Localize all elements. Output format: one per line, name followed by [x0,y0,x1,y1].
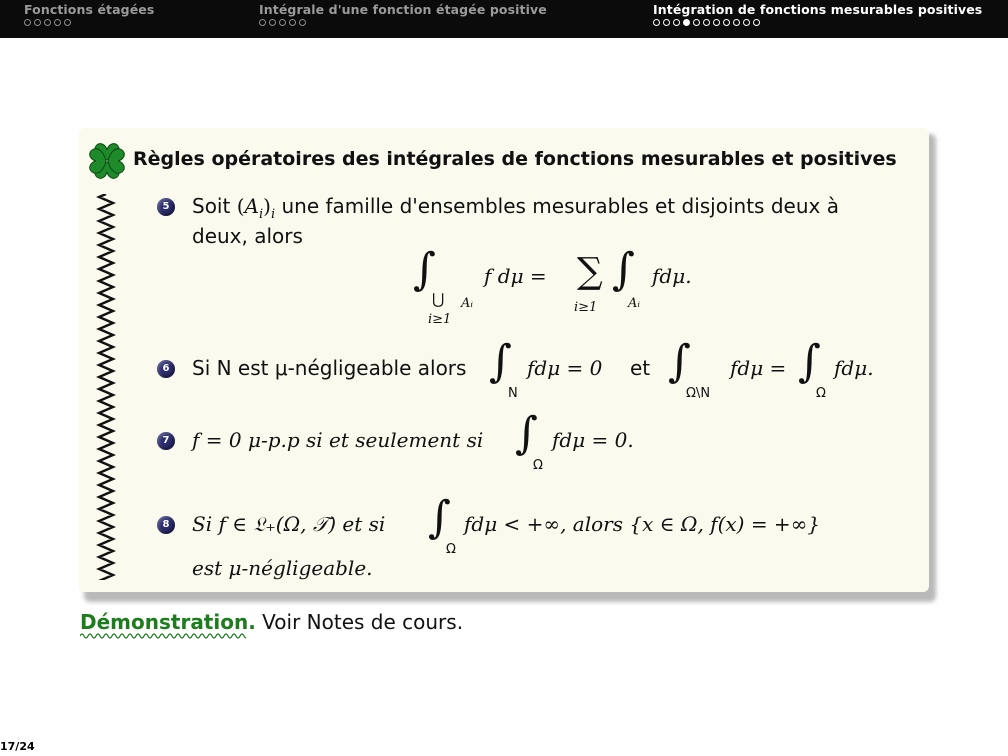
nav-section-title[interactable]: Intégration de fonctions mesurables positives [653,2,983,17]
item-5-text-line2: deux, alors [192,224,303,248]
wavy-border-ornament [96,194,116,580]
integral-sign: ∫ [413,244,436,295]
item-6-text: Si N est μ-négligeable alors [192,356,467,380]
item-8-eq: fdμ < +∞, alors {x ∈ Ω, f(x) = +∞} [464,512,821,536]
nav-frame-dots [653,19,982,26]
formula-5-sum-index: i≥1 [574,300,598,315]
nav-frame-dot[interactable] [279,19,286,26]
formula-5-union-symbol: ⋃ [432,290,445,308]
item-7-domain-omega: Ω [533,458,543,473]
item-6-eq3: fdμ. [834,356,874,380]
nav-frame-dot[interactable] [44,19,51,26]
item-number-badge: 5 [157,198,175,216]
item-number-badge: 7 [157,432,175,450]
formula-5-rhs-domain: Aᵢ [628,296,641,311]
item-6-domain-omega: Ω [816,386,826,401]
formula-5-lhs: f dμ = [484,264,547,288]
nav-frame-dot[interactable] [54,19,61,26]
nav-section-integration-mesurables[interactable] [653,2,982,26]
item-6-domain-omega-minus-n: Ω\N [686,386,711,401]
item-6-et: et [630,356,651,380]
integral-sign: ∫ [428,492,451,543]
integral-sign: ∫ [612,244,635,295]
demonstration-line [80,610,463,634]
nav-section-integrale-etagee[interactable] [259,2,547,26]
section-navbar [0,0,1008,38]
nav-frame-dot[interactable] [289,19,296,26]
nav-frame-dot[interactable] [653,19,660,26]
nav-frame-dot[interactable] [673,19,680,26]
nav-section-title[interactable]: Intégrale d'une fonction étagée positive [259,2,547,17]
nav-section-fonctions-etagees[interactable] [24,2,154,26]
nav-frame-dot[interactable] [693,19,700,26]
clover-icon [84,138,130,184]
item-7-text: f = 0 μ-p.p si et seulement si [192,428,484,452]
item-5-text-line1: Soit $(A_i)_i$ une famille d'ensembles mesurables et disjoints deux à [192,194,839,222]
demonstration-underline [80,632,246,640]
nav-frame-dot[interactable] [34,19,41,26]
nav-frame-dots [24,19,154,26]
nav-section-title[interactable]: Fonctions étagées [24,2,155,17]
item-6-domain-n: N [508,386,518,401]
nav-frame-dot[interactable] [713,19,720,26]
item-8-text-line2: est μ-négligeable. [192,556,373,580]
nav-frame-dot[interactable] [64,19,71,26]
integral-sign: ∫ [489,336,512,387]
integral-sign: ∫ [798,336,821,387]
sum-sign: ∑ [577,251,603,292]
nav-frame-dot[interactable] [723,19,730,26]
integral-sign: ∫ [668,336,691,387]
nav-frame-dot[interactable] [269,19,276,26]
demonstration-text: Voir Notes de cours. [255,610,464,634]
page-number: 17/24 [0,740,35,753]
nav-frame-dot-current[interactable] [683,19,690,26]
item-number-badge: 8 [157,516,175,534]
nav-frame-dot[interactable] [259,19,266,26]
formula-5-union-set: Aᵢ [461,296,474,311]
formula-5-rhs: fdμ. [652,264,692,288]
item-6-eq2: fdμ = [730,356,787,380]
nav-frame-dot[interactable] [299,19,306,26]
nav-frame-dot[interactable] [24,19,31,26]
nav-frame-dot[interactable] [703,19,710,26]
nav-frame-dot[interactable] [663,19,670,26]
item-8-text: Si f ∈ 𝔏₊(Ω, 𝒯) et si [192,512,386,536]
demonstration-label: Démonstration. [80,610,256,634]
item-8-domain-omega: Ω [446,542,456,557]
integral-sign: ∫ [515,408,538,459]
item-number-badge: 6 [157,360,175,378]
nav-frame-dot[interactable] [743,19,750,26]
item-7-eq: fdμ = 0. [552,428,634,452]
item-6-eq1: fdμ = 0 [527,356,603,380]
nav-frame-dot[interactable] [753,19,760,26]
nav-frame-dots [259,19,547,26]
nav-frame-dot[interactable] [733,19,740,26]
formula-5-union-index: i≥1 [428,312,452,327]
block-title: Règles opératoires des intégrales de fonctions mesurables et positives [133,148,897,170]
